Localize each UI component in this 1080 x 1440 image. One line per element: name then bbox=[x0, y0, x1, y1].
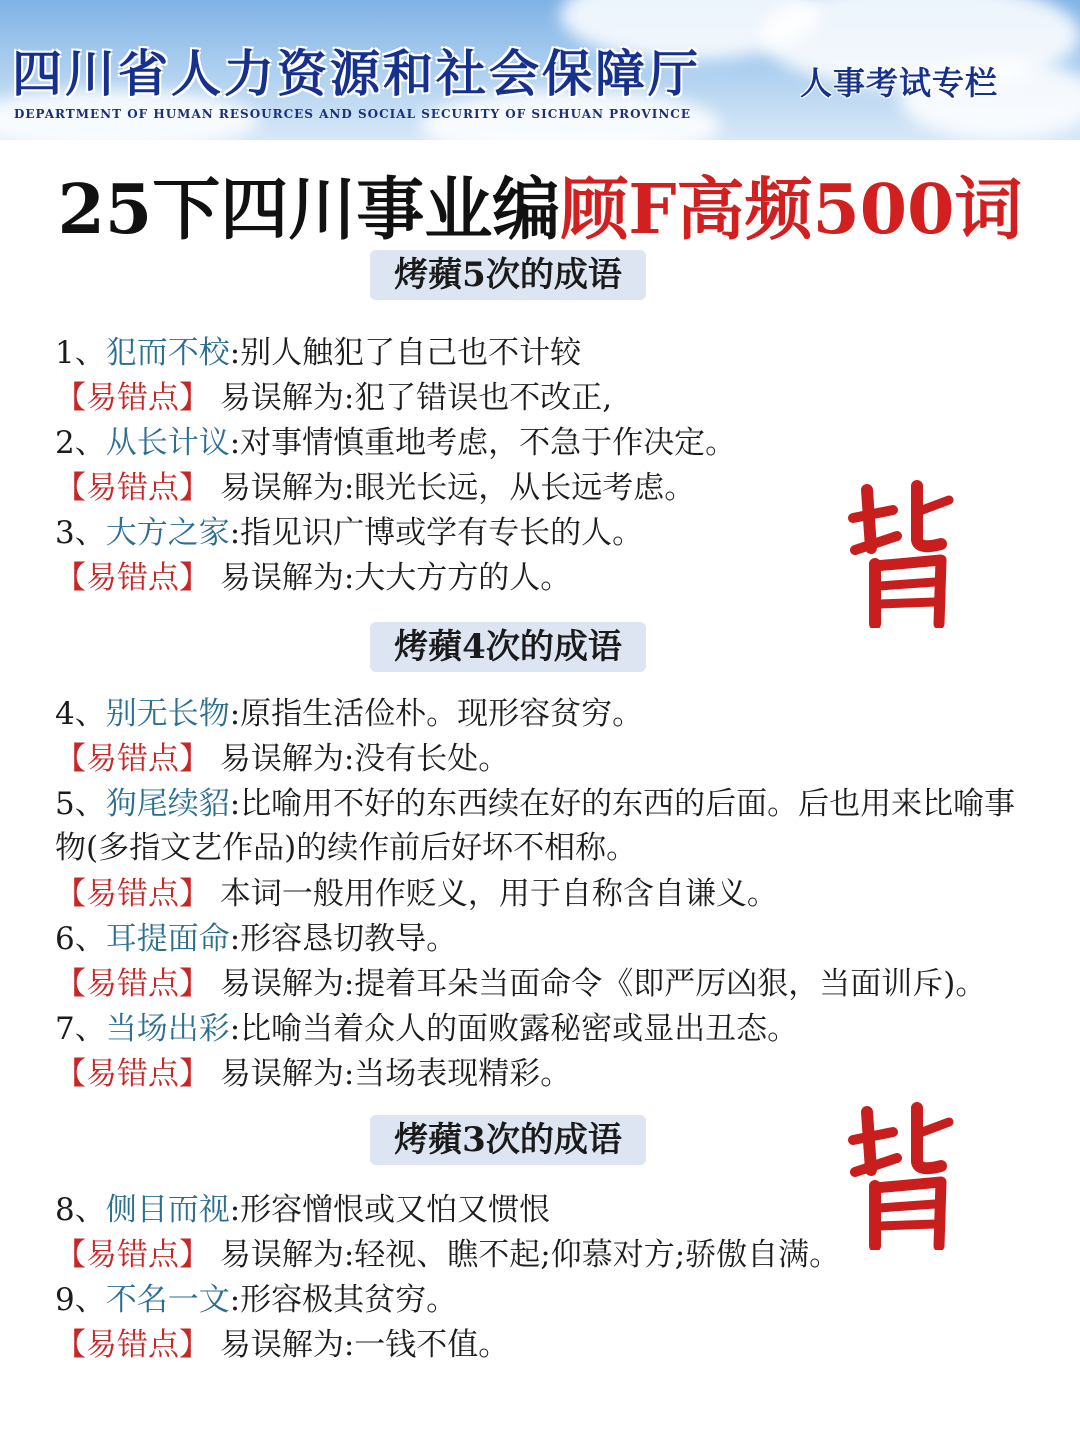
error-tag: 【易错点】 bbox=[55, 560, 210, 596]
error-note-text: 本词一般用作贬义，用于自称含自谦义。 bbox=[210, 876, 778, 912]
error-note-text: 易误解为:轻视、瞧不起;仰慕对方;骄傲自满。 bbox=[210, 1237, 841, 1273]
idiom-item-1 bbox=[55, 331, 581, 375]
error-note-4 bbox=[55, 737, 509, 781]
idiom-item-4 bbox=[55, 692, 643, 736]
error-note-text: 易误解为:大大方方的人。 bbox=[210, 560, 572, 596]
idiom-term: 侧目而视 bbox=[105, 1192, 230, 1228]
idiom-item-7 bbox=[55, 1007, 798, 1051]
error-tag: 【易错点】 bbox=[55, 741, 210, 777]
error-note-2 bbox=[55, 466, 695, 510]
error-tag: 【易错点】 bbox=[55, 380, 210, 416]
error-note-text: 易误解为:犯了错误也不改正, bbox=[210, 380, 613, 416]
idiom-term: 当场出彩 bbox=[105, 1011, 230, 1047]
idiom-term: 犯而不校 bbox=[105, 335, 230, 371]
idiom-term: 别无长物 bbox=[105, 696, 230, 732]
idiom-item-3 bbox=[55, 511, 643, 555]
idiom-definition: :原指生活俭朴。现形容贫穷。 bbox=[229, 696, 644, 732]
item-number: 1、 bbox=[55, 335, 106, 371]
error-note-text: 易误解为:提着耳朵当面命令《即严厉凶狠，当面训斥)。 bbox=[210, 966, 987, 1002]
error-note-3 bbox=[55, 556, 571, 600]
error-note-5 bbox=[55, 872, 778, 916]
error-note-text: 易误解为:没有长处。 bbox=[210, 741, 510, 777]
item-number: 3、 bbox=[55, 515, 106, 551]
section-heading-4-times: 烤蘋4次的成语 bbox=[370, 622, 646, 672]
page-title-part1: 25下四川事业编 bbox=[57, 170, 561, 250]
error-note-6 bbox=[55, 962, 986, 1006]
item-number: 7、 bbox=[55, 1011, 106, 1047]
item-number: 6、 bbox=[55, 921, 106, 957]
error-tag: 【易错点】 bbox=[55, 966, 210, 1002]
page-title-part2: 顾F高频500词 bbox=[560, 170, 1023, 250]
idiom-term: 从长计议 bbox=[105, 425, 230, 461]
section-heading-3-times: 烤蘋3次的成语 bbox=[370, 1115, 646, 1165]
error-note-text: 易误解为:一钱不值。 bbox=[210, 1327, 510, 1363]
error-tag: 【易错点】 bbox=[55, 876, 210, 912]
idiom-item-2 bbox=[55, 421, 736, 465]
section-heading-5-times: 烤蘋5次的成语 bbox=[370, 250, 646, 300]
idiom-term: 耳提面命 bbox=[105, 921, 230, 957]
idiom-definition: :比喻当着众人的面败露秘密或显出丑态。 bbox=[229, 1011, 799, 1047]
error-tag: 【易错点】 bbox=[55, 1237, 210, 1273]
item-number: 5、 bbox=[55, 786, 106, 822]
idiom-term: 大方之家 bbox=[105, 515, 230, 551]
error-tag: 【易错点】 bbox=[55, 1327, 210, 1363]
exam-column-tag: 人事考试专栏 bbox=[800, 64, 999, 102]
error-note-8 bbox=[55, 1233, 840, 1277]
idiom-definition: :形容憎恨或又怕又惯恨 bbox=[229, 1192, 551, 1228]
idiom-definition: :比喻用不好的东西续在好的东西的后面。后也用来比喻事物(多指文艺作品)的续作前后好坏不相称。 bbox=[55, 786, 1016, 866]
idiom-definition: :对事情慎重地考虑，不急于作决定。 bbox=[229, 425, 737, 461]
item-number: 4、 bbox=[55, 696, 106, 732]
brush-character-stamp bbox=[845, 478, 965, 628]
error-note-7 bbox=[55, 1052, 571, 1096]
idiom-item-5 bbox=[55, 782, 1025, 870]
idiom-term: 不名一文 bbox=[105, 1282, 230, 1318]
idiom-item-9 bbox=[55, 1278, 457, 1322]
error-tag: 【易错点】 bbox=[55, 1056, 210, 1092]
item-number: 2、 bbox=[55, 425, 106, 461]
error-note-1 bbox=[55, 376, 612, 420]
idiom-definition: :指见识广博或学有专长的人。 bbox=[229, 515, 644, 551]
item-number: 8、 bbox=[55, 1192, 106, 1228]
header-banner bbox=[0, 0, 1080, 140]
idiom-definition: :形容极其贫穷。 bbox=[229, 1282, 458, 1318]
item-number: 9、 bbox=[55, 1282, 106, 1318]
error-note-text: 易误解为:当场表现精彩。 bbox=[210, 1056, 572, 1092]
idiom-definition: :别人触犯了自己也不计较 bbox=[229, 335, 582, 371]
error-tag: 【易错点】 bbox=[55, 470, 210, 506]
department-english-name: DEPARTMENT OF HUMAN RESOURCES AND SOCIAL SECURITY OF SICHUAN PROVINCE bbox=[14, 107, 691, 121]
idiom-item-6 bbox=[55, 917, 457, 961]
idiom-item-8 bbox=[55, 1188, 550, 1232]
brush-character-stamp bbox=[845, 1100, 965, 1250]
error-note-9 bbox=[55, 1323, 509, 1367]
error-note-text: 易误解为:眼光长远，从长远考虑。 bbox=[210, 470, 696, 506]
page-title bbox=[0, 156, 1080, 253]
idiom-definition: :形容恳切教导。 bbox=[229, 921, 458, 957]
department-title: 四川省人力资源和社会保障厅 bbox=[12, 44, 701, 103]
idiom-term: 狗尾续貂 bbox=[105, 786, 230, 822]
